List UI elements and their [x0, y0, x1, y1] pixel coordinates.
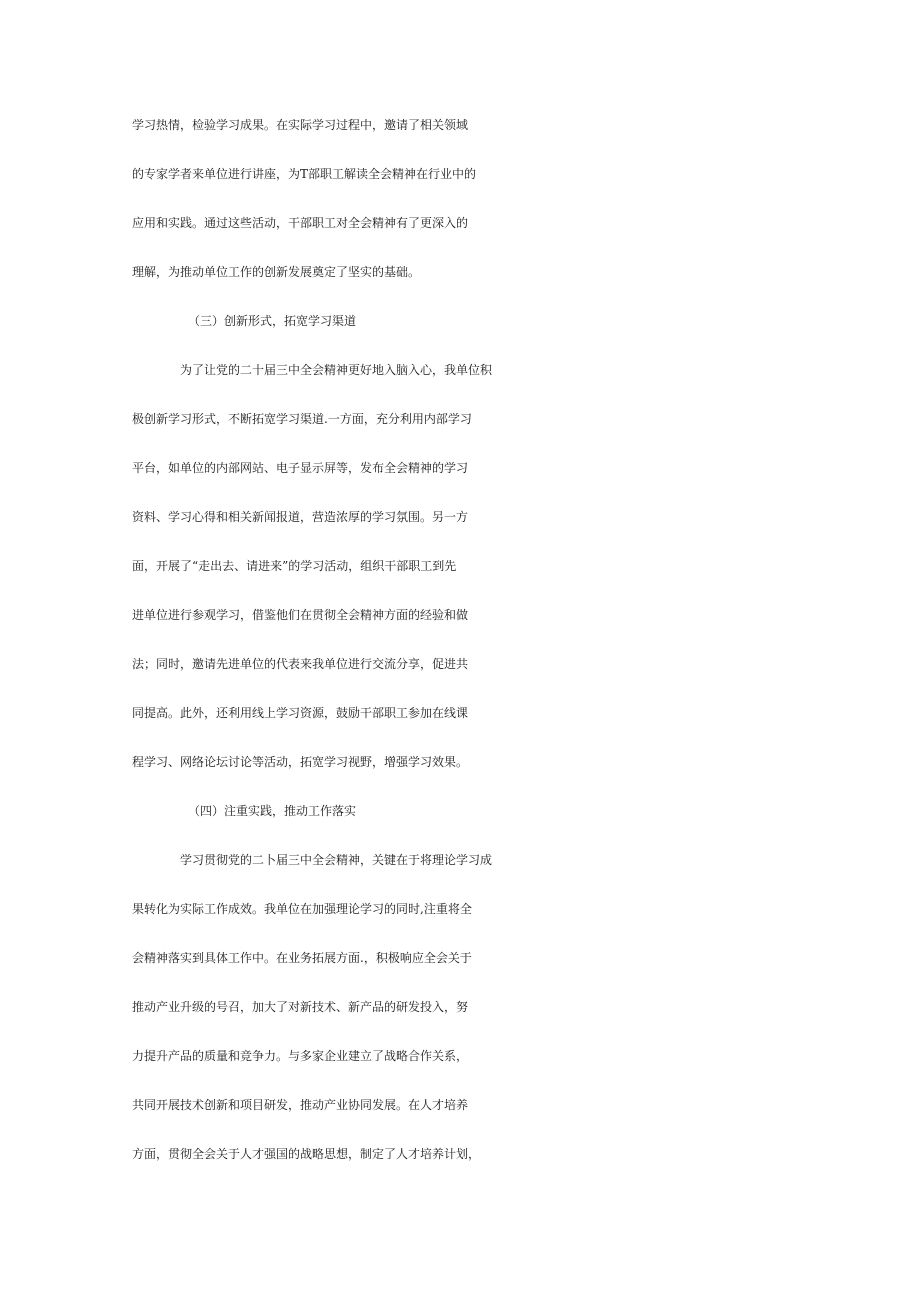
- text-line: 同提高。此外，还利用线上学习资源，鼓励干部职工参加在线课: [132, 706, 469, 720]
- text-line: 平台，如单位的内部网站、电子显示屏等，发布全会精神的学习: [132, 461, 469, 475]
- text-line: 面，开展了“走出去、请进来”的学习活动，组织干部职工到先: [132, 559, 457, 573]
- text-line: 会精神落实到具体工作中。在业务拓展方面.，积极响应全会关于: [132, 951, 472, 965]
- text-line: 力提升产品的质量和竞争力。与多家企业建立了战略合作关系，: [132, 1049, 469, 1063]
- text-line: 程学习、网络论坛讨论等活动，拓宽学习视野，增强学习效果。: [132, 755, 469, 769]
- text-line: 资料、学习心得和相关新闻报道，营造浓厚的学习氛围。另一方: [132, 510, 469, 524]
- section-heading-4: （四）注重实践，推动工作落实: [188, 804, 357, 818]
- text-line: 理解，为推动单位工作的创新发展奠定了坚实的基础。: [132, 265, 421, 279]
- text-line: 的专家学者来单位进行讲座，为T部职工解读全会精神在行业中的: [132, 167, 477, 181]
- section-heading-3: （三）创新形式，拓宽学习渠道: [188, 314, 357, 328]
- text-line: 学习热情，检验学习成果。在实际学习过程中，邀请了相关领域: [132, 118, 469, 132]
- text-line: 共同开展技术创新和项目研发，推动产业协同发展。在人才培养: [132, 1098, 469, 1112]
- text-line: 法；同时，邀请先进单位的代表来我单位进行交流分享，促进共: [132, 657, 469, 671]
- text-line: 方面，贯彻全会关于人才强国的战略思想，制定了人才培养计划，: [132, 1147, 481, 1161]
- text-line: 进单位进行参观学习，借鉴他们在贯彻全会精神方面的经验和做: [132, 608, 469, 622]
- text-line: 推动产业升级的号召，加大了对新技术、新产品的研发投入，努: [132, 1000, 469, 1014]
- text-line: 果转化为实际工作成效。我单位在加强理论学习的同时,注重将全: [132, 902, 472, 916]
- text-line: 学习贯彻党的二卜届三中全会精神，关键在于将理论学习成: [180, 853, 493, 867]
- text-line: 极创新学习形式，不断拓宽学习渠道.一方面，充分利用内部学习: [132, 412, 472, 426]
- text-line: 应用和实践。通过这些活动，干部职工对全会精神有了更深入的: [132, 216, 469, 230]
- text-line: 为了让党的二十届三中全会精神更好地入脑入心，我单位积: [180, 363, 493, 377]
